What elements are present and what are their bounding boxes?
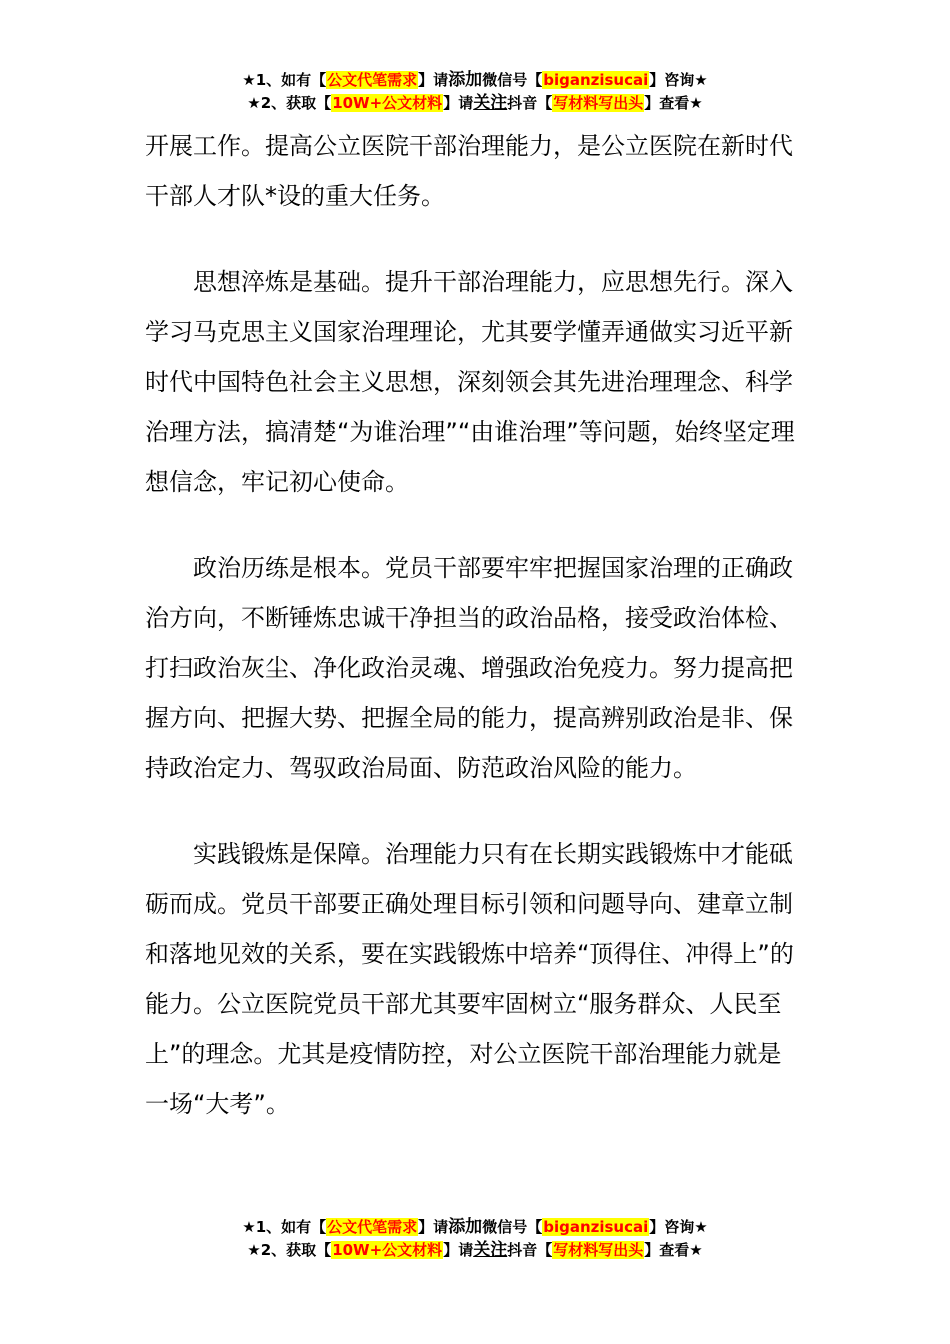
banner-text: 】查看★ — [644, 1241, 703, 1259]
paragraph-continuation: 开展工作。提高公立医院干部治理能力，是公立医院在新时代干部人才队*设的重大任务。 — [145, 132, 793, 210]
document-body — [145, 121, 805, 1129]
banner-text: 】请 — [418, 71, 449, 89]
paragraph-practice: 实践锻炼是保障。治理能力只有在长期实践锻炼中才能砥砺而成。党员干部要正确处理目标引领和问题导向、建章立制和落地见效的关系，要在实践锻炼中培养“顶得住、冲得上”的能力。公立医院党员干部尤其要牢固树立“服务群众、人民至上”的理念。尤其是疫情防控，对公立医院干部治理能力就是一场“大考”。 — [145, 840, 794, 1118]
banner-highlight: 10W+公文材料 — [332, 1241, 443, 1259]
banner-text: 】咨询★ — [649, 71, 708, 89]
banner-text: ★1、如有【 — [242, 71, 327, 89]
banner-text: 抖音【 — [507, 94, 553, 112]
banner-text: 抖音【 — [507, 1241, 553, 1259]
banner-text: 】咨询★ — [649, 1218, 708, 1236]
banner-line-2 — [0, 92, 950, 115]
banner-wechat-id: biganzisucai — [543, 71, 649, 89]
banner-text: 微信号【 — [482, 1218, 543, 1236]
banner-text: 】请 — [418, 1218, 449, 1236]
banner-highlight: 公文代笔需求 — [327, 1218, 418, 1236]
banner-emphasis: 关注 — [473, 93, 508, 113]
banner-text: ★2、获取【 — [247, 94, 332, 112]
banner-line-1 — [0, 1216, 950, 1239]
banner-text: 】请 — [443, 94, 474, 112]
banner-text: 微信号【 — [482, 71, 543, 89]
banner-douyin-id: 写材料写出头 — [553, 94, 644, 112]
banner-douyin-id: 写材料写出头 — [553, 1241, 644, 1259]
paragraph-ideological: 思想淬炼是基础。提升干部治理能力，应思想先行。深入学习马克思主义国家治理理论，尤其要学懂弄通做实习近平新时代中国特色社会主义思想，深刻领会其先进治理理念、科学治理方法，搞清楚“为谁治理”“由谁治理”等问题，始终坚定理想信念，牢记初心使命。 — [145, 268, 795, 496]
footer-banner — [0, 1216, 950, 1262]
banner-emphasis: 添加 — [448, 1217, 483, 1237]
banner-text: ★1、如有【 — [242, 1218, 327, 1236]
banner-emphasis: 关注 — [473, 1240, 508, 1260]
banner-highlight: 10W+公文材料 — [332, 94, 443, 112]
paragraph-political: 政治历练是根本。党员干部要牢牢把握国家治理的正确政治方向，不断锤炼忠诚干净担当的政治品格，接受政治体检、打扫政治灰尘、净化政治灵魂、增强政治免疫力。努力提高把握方向、把握大势、把握全局的能力，提高辨别政治是非、保持政治定力、驾驭政治局面、防范政治风险的能力。 — [145, 554, 793, 782]
banner-text: ★2、获取【 — [247, 1241, 332, 1259]
banner-highlight: 公文代笔需求 — [327, 71, 418, 89]
banner-line-1 — [0, 69, 950, 92]
banner-text: 】查看★ — [644, 94, 703, 112]
banner-text: 】请 — [443, 1241, 474, 1259]
banner-wechat-id: biganzisucai — [543, 1218, 649, 1236]
banner-line-2 — [0, 1239, 950, 1262]
banner-emphasis: 添加 — [448, 70, 483, 90]
header-banner — [0, 69, 950, 115]
